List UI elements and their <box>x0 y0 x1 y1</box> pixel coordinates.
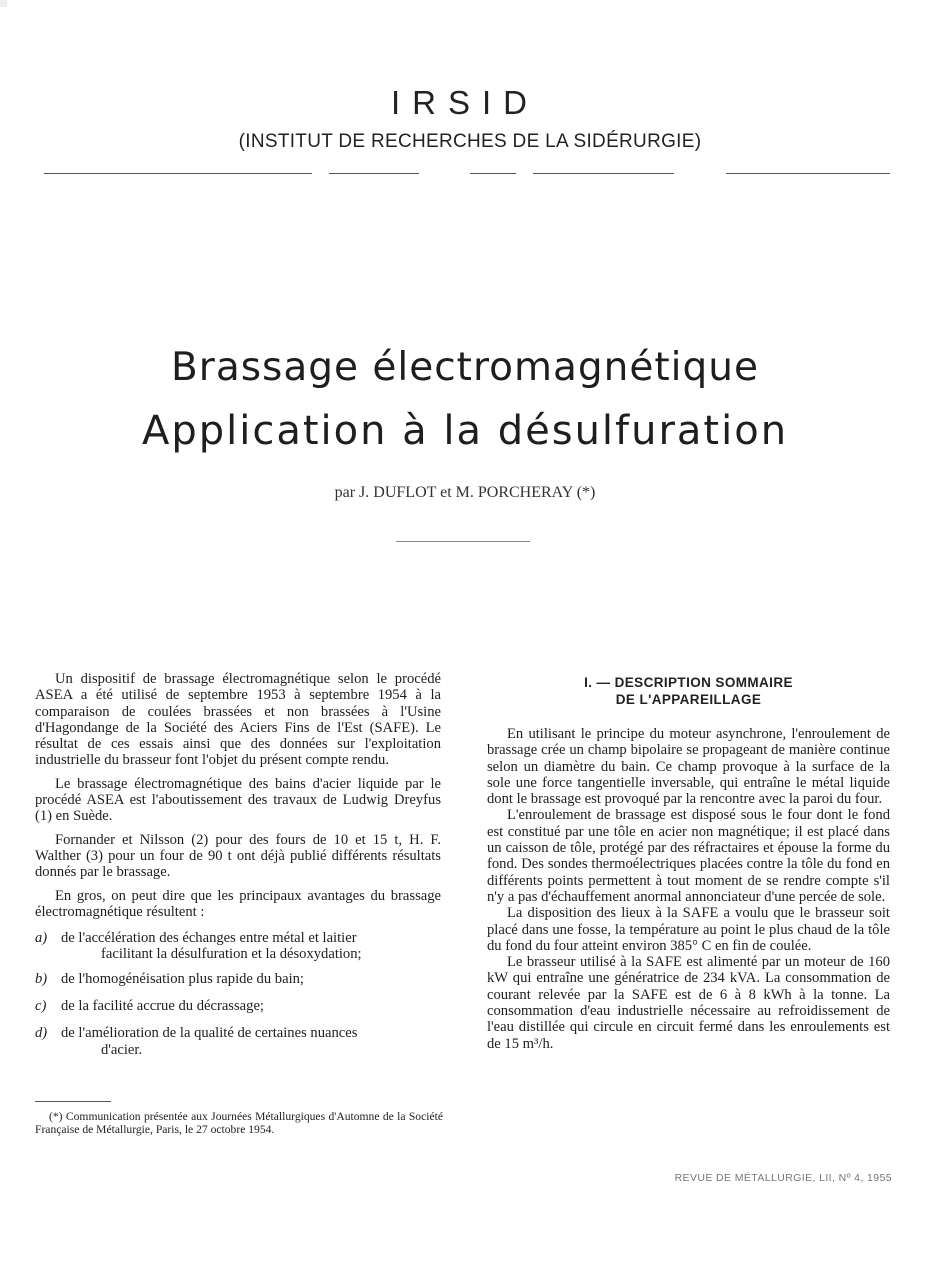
list-text-continuation: d'acier. <box>101 1041 143 1058</box>
body-paragraph: Le brassage électromagnétique des bains d'acier liquide par le procédé ASEA est l'aboutissement des travaux de Ludwig Dreyfus (1) en Suède. <box>35 775 441 825</box>
body-paragraph: En gros, on peut dire que les principaux avantages du brassage électromagnétique résultent : <box>35 887 441 920</box>
header-rule-segment <box>726 173 890 174</box>
scan-corner-mark <box>0 0 7 7</box>
header-rule-segment <box>44 173 312 174</box>
list-marker: d) <box>35 1025 48 1042</box>
header-rule-segment <box>533 173 674 174</box>
list-item <box>35 930 441 963</box>
list-marker: a) <box>35 930 48 947</box>
body-paragraph: Fornander et Nilsson (2) pour des fours de 10 et 15 t, H. F. Walther (3) pour un four de 90 t ont déjà publié différents résultats donnés par le brassage. <box>35 831 441 881</box>
footnote-text: Communication présentée aux Journées Métallurgiques d'Automne de la Société Française de Métallurgie, Paris, le 27 octobre 1954. <box>35 1110 443 1136</box>
article-title-line-1: Brassage électromagnétique <box>171 345 759 390</box>
body-paragraph: Un dispositif de brassage électromagnétique selon le procédé ASEA a été utilisé de septembre 1953 à septembre 1954 à la comparaison de coulées brassées et non brassées à l'Usine d'Hagondange de la Société des Aciers Fins de l'Est (SAFE). Le résultat de ces essais ainsi que des données sur l'exploitation industrielle du brasseur font l'objet du présent compte rendu. <box>35 671 441 769</box>
journal-reference: REVUE DE MÉTALLURGIE, LII, Nº 4, 1955 <box>674 1172 892 1184</box>
body-paragraph: Le brasseur utilisé à la SAFE est alimenté par un moteur de 160 kW qui entraîne une génératrice de 234 kVA. La consommation de courant relevée par la SAFE est de 6 à 8 kWh à la tonne. La consommation d'eau industrielle nécessaire au refroidissement de l'eau distillée qui circule en circuit fermé dans les enroulements est de 15 m³/h. <box>487 954 890 1052</box>
section-heading-line: DE L'APPAREILLAGE <box>615 692 762 707</box>
body-paragraph: L'enroulement de brassage est disposé sous le four dont le fond est constitué par une tôle en acier non magnétique; il est placé dans un caisson de tôle, protégé par des réfractaires et épouse la forme du fond. Des sondes thermoélectriques placées contre la tôle du fond en différents points permettent à tout moment de se rendre compte s'il n'y a pas d'échauffement anormal annonciateur d'une percée de sole. <box>487 807 890 905</box>
section-heading-line: I. — DESCRIPTION SOMMAIRE <box>584 675 793 690</box>
footnote-marker: (*) <box>49 1110 63 1123</box>
list-text: de l'homogénéisation plus rapide du bain; <box>61 970 304 987</box>
article-title-line-2: Application à la désulfuration <box>141 408 789 454</box>
list-marker: c) <box>35 998 47 1015</box>
body-paragraph: En utilisant le principe du moteur asynchrone, l'enroulement de brassage crée un champ bipolaire se propageant de manière continue selon un diamètre du bain. Ce champ provoque à la surface de la sole une force tangentielle inversable, qui entraîne le métal liquide dont le brassage est provoqué par la rencontre avec la paroi du four. <box>487 726 890 808</box>
list-item <box>35 1025 441 1058</box>
right-column <box>487 671 890 1052</box>
list-text: de l'amélioration de la qualité de certaines nuances <box>61 1025 358 1042</box>
list-text-continuation: facilitant la désulfuration et la désoxydation; <box>101 946 362 963</box>
list-text: de l'accélération des échanges entre métal et laitier <box>61 930 357 947</box>
authors-divider <box>396 541 530 542</box>
footnote <box>35 1111 443 1136</box>
section-heading <box>487 674 890 708</box>
body-paragraph: La disposition des lieux à la SAFE a voulu que le brasseur soit placé dans une fosse, la température au point le plus chaud de la tôle du fond du four atteint environ 385° C en fin de coulée. <box>487 905 890 954</box>
header-subtitle: (INSTITUT DE RECHERCHES DE LA SIDÉRURGIE) <box>238 131 702 152</box>
footnote-divider <box>35 1101 111 1102</box>
header-rule-segment <box>329 173 419 174</box>
left-column <box>35 671 441 1066</box>
list-marker: b) <box>35 970 48 987</box>
header-rule-segment <box>470 173 516 174</box>
list-text: de la facilité accrue du décrassage; <box>61 998 264 1015</box>
article-authors: par J. DUFLOT et M. PORCHERAY (*) <box>334 484 596 501</box>
list-item <box>35 998 441 1014</box>
header-title: IRSID <box>390 84 539 121</box>
list-item <box>35 971 441 987</box>
